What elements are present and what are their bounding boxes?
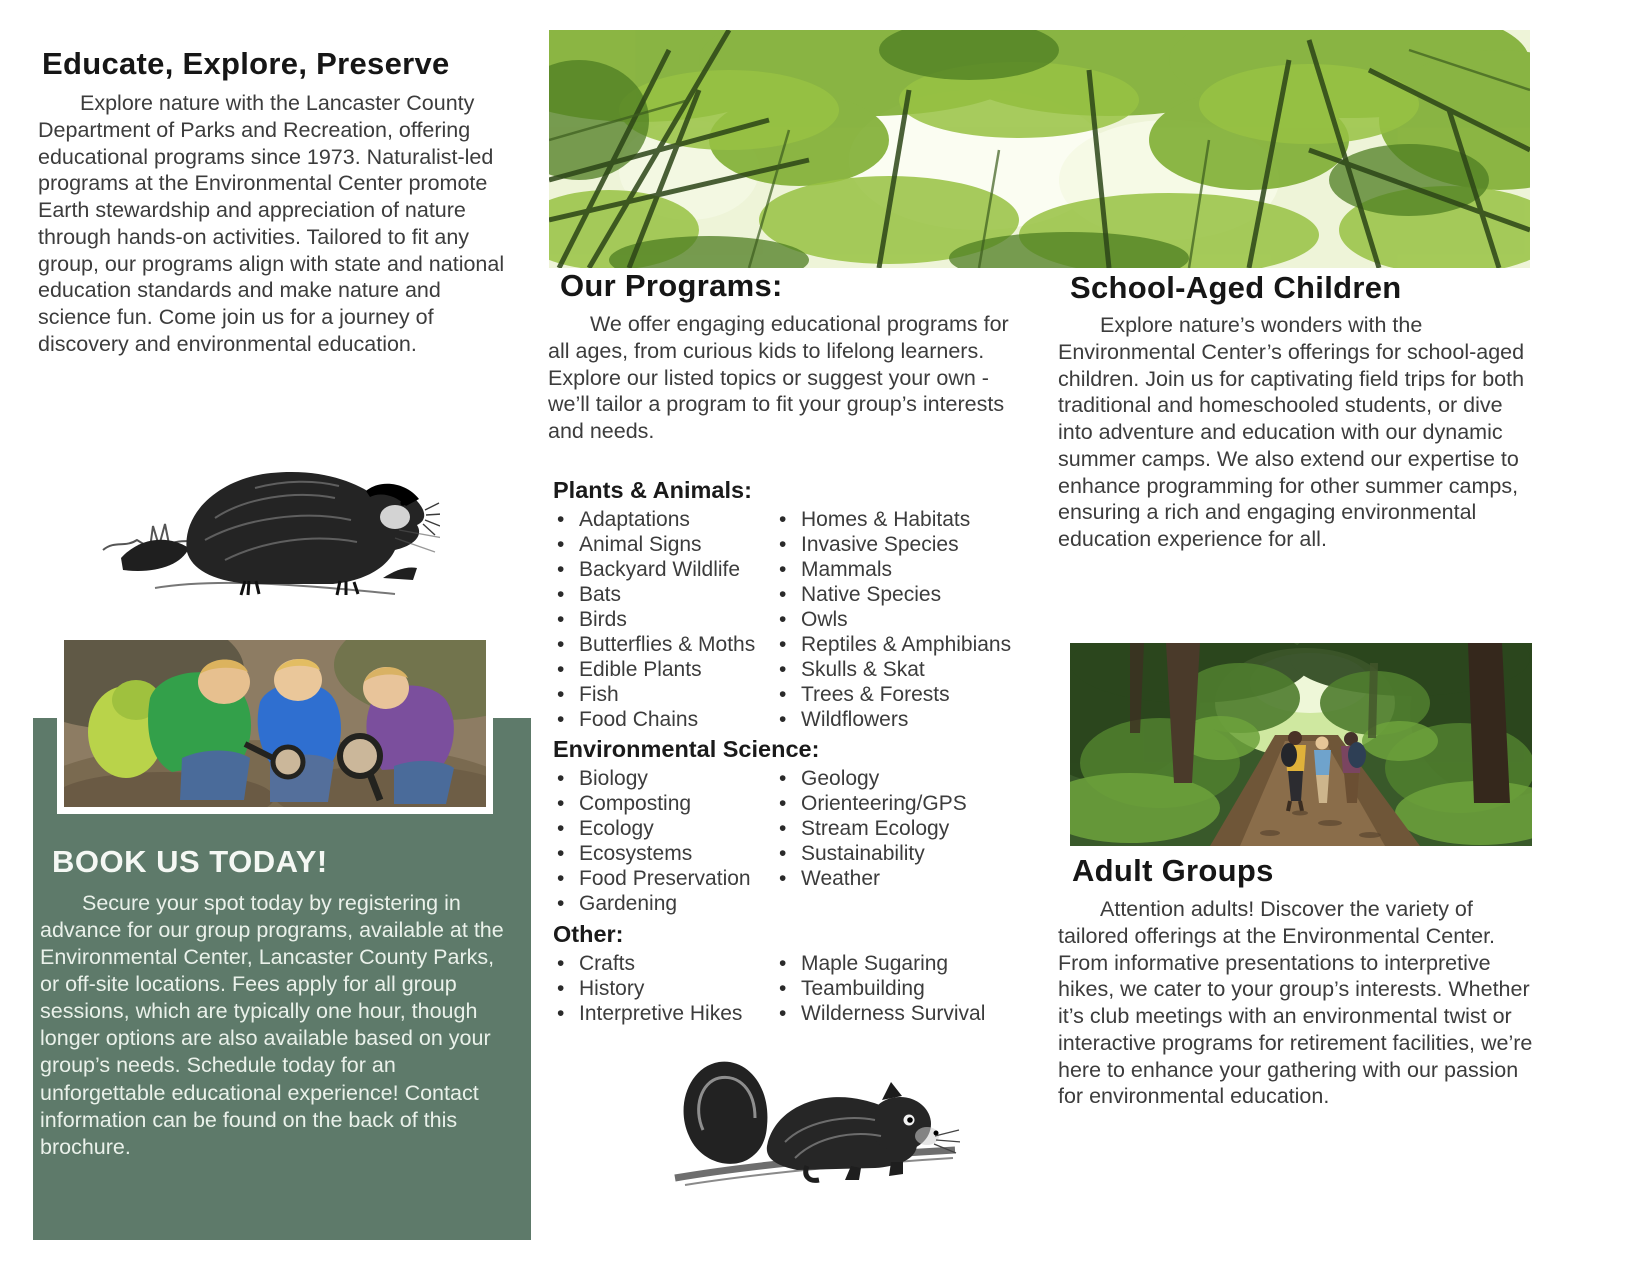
list-item: • Edible Plants (553, 657, 775, 682)
adult-groups-heading: Adult Groups (1072, 853, 1274, 888)
list-item: • Geology (775, 766, 1033, 791)
children-exploring-photo (57, 633, 493, 814)
list-item: • Food Chains (553, 707, 775, 732)
list-item: • Invasive Species (775, 532, 1033, 557)
list-item: • Birds (553, 607, 775, 632)
list-item: • Owls (775, 607, 1033, 632)
section-heading-environmental-science: Environmental Science: (553, 736, 820, 762)
list-item: • Skulls & Skat (775, 657, 1033, 682)
other-col1 (553, 951, 775, 1026)
book-us-text: Secure your spot today by registering in advance for our group programs, available at the Environmental Center, Lancaster County Parks, or off-site locations. Fees apply for all group sessions, which are typically one hour, though longer options are also available based on your group’s needs. Schedule today for an unforgettable educational experience! Contact information can be found on the back of this brochure. (40, 891, 504, 1159)
list-item: • Composting (553, 791, 775, 816)
forest-trail-photo (1070, 643, 1532, 846)
other-col2 (775, 951, 1033, 1026)
list-item: • Trees & Forests (775, 682, 1033, 707)
plants-animals-col2 (775, 507, 1033, 732)
school-aged-children-text: Explore nature’s wonders with the Environmental Center’s offerings for school-aged children. Join us for captivating field trips for both traditional and homeschooled students, or dive into adventure and education with our dynamic summer camps. We also extend our expertise to enhance programming for other summer camps, ensuring a rich and engaging environmental education experience for all. (1058, 313, 1525, 552)
list-item: • Adaptations (553, 507, 775, 532)
plants-animals-col1 (553, 507, 775, 732)
list-item: • Backyard Wildlife (553, 557, 775, 582)
environmental-science-col1 (553, 766, 775, 916)
list-item: • Fish (553, 682, 775, 707)
list-item: • Crafts (553, 951, 775, 976)
list-item: • Reptiles & Amphibians (775, 632, 1033, 657)
forest-canopy-photo (549, 30, 1530, 268)
list-item: • Mammals (775, 557, 1033, 582)
squirrel-illustration (655, 1038, 960, 1193)
plants-animals-list (553, 507, 1033, 732)
list-item: • Butterflies & Moths (553, 632, 775, 657)
left-panel-intro: Explore nature with the Lancaster County Department of Parks and Recreation, offering educational programs since 1973. Naturalist-led programs at the Environmental Center promote Earth stewardship and appreciation of nature through hands-on activities. Tailored to fit any group, our programs align with state and national education standards and make nature and science fun. Come join us for a journey of discovery and environmental education. (38, 91, 505, 356)
list-item: • Stream Ecology (775, 816, 1033, 841)
list-item: • Ecosystems (553, 841, 775, 866)
list-item: • Interpretive Hikes (553, 1001, 775, 1026)
list-item: • Orienteering/GPS (775, 791, 1033, 816)
list-item: • Weather (775, 866, 1033, 891)
groundhog-illustration (95, 428, 440, 600)
list-item: • Teambuilding (775, 976, 1033, 1001)
adult-groups-text: Attention adults! Discover the variety of tailored offerings at the Environmental Center. From informative presentations to interpretive hikes, we cater to your group’s interests. Whether it’s club meetings with an environmental twist or interactive programs for retirement facilities, we’re here to enhance your gathering with our passion for environmental education. (1058, 897, 1533, 1109)
school-aged-children-heading: School-Aged Children (1070, 270, 1402, 305)
book-us-heading: BOOK US TODAY! (52, 844, 328, 879)
list-item: • Animal Signs (553, 532, 775, 557)
environmental-science-list (553, 766, 1033, 916)
list-item: • Homes & Habitats (775, 507, 1033, 532)
list-item: • Biology (553, 766, 775, 791)
list-item: • Maple Sugaring (775, 951, 1033, 976)
list-item: • Wilderness Survival (775, 1001, 1033, 1026)
list-item: • Native Species (775, 582, 1033, 607)
list-item: • Ecology (553, 816, 775, 841)
list-item: • History (553, 976, 775, 1001)
section-heading-plants-animals: Plants & Animals: (553, 477, 752, 503)
programs-title: Our Programs: (560, 268, 783, 303)
section-heading-other: Other: (553, 921, 624, 947)
other-list (553, 951, 1033, 1026)
list-item: • Food Preservation (553, 866, 775, 891)
list-item: • Sustainability (775, 841, 1033, 866)
list-item: • Bats (553, 582, 775, 607)
list-item: • Wildflowers (775, 707, 1033, 732)
environmental-science-col2 (775, 766, 1033, 916)
left-panel-title: Educate, Explore, Preserve (42, 46, 450, 81)
programs-intro: We offer engaging educational programs for all ages, from curious kids to lifelong learners. Explore our listed topics or suggest your own - we’ll tailor a program to fit your group’s interests and needs. (548, 312, 1009, 444)
list-item: • Gardening (553, 891, 775, 916)
